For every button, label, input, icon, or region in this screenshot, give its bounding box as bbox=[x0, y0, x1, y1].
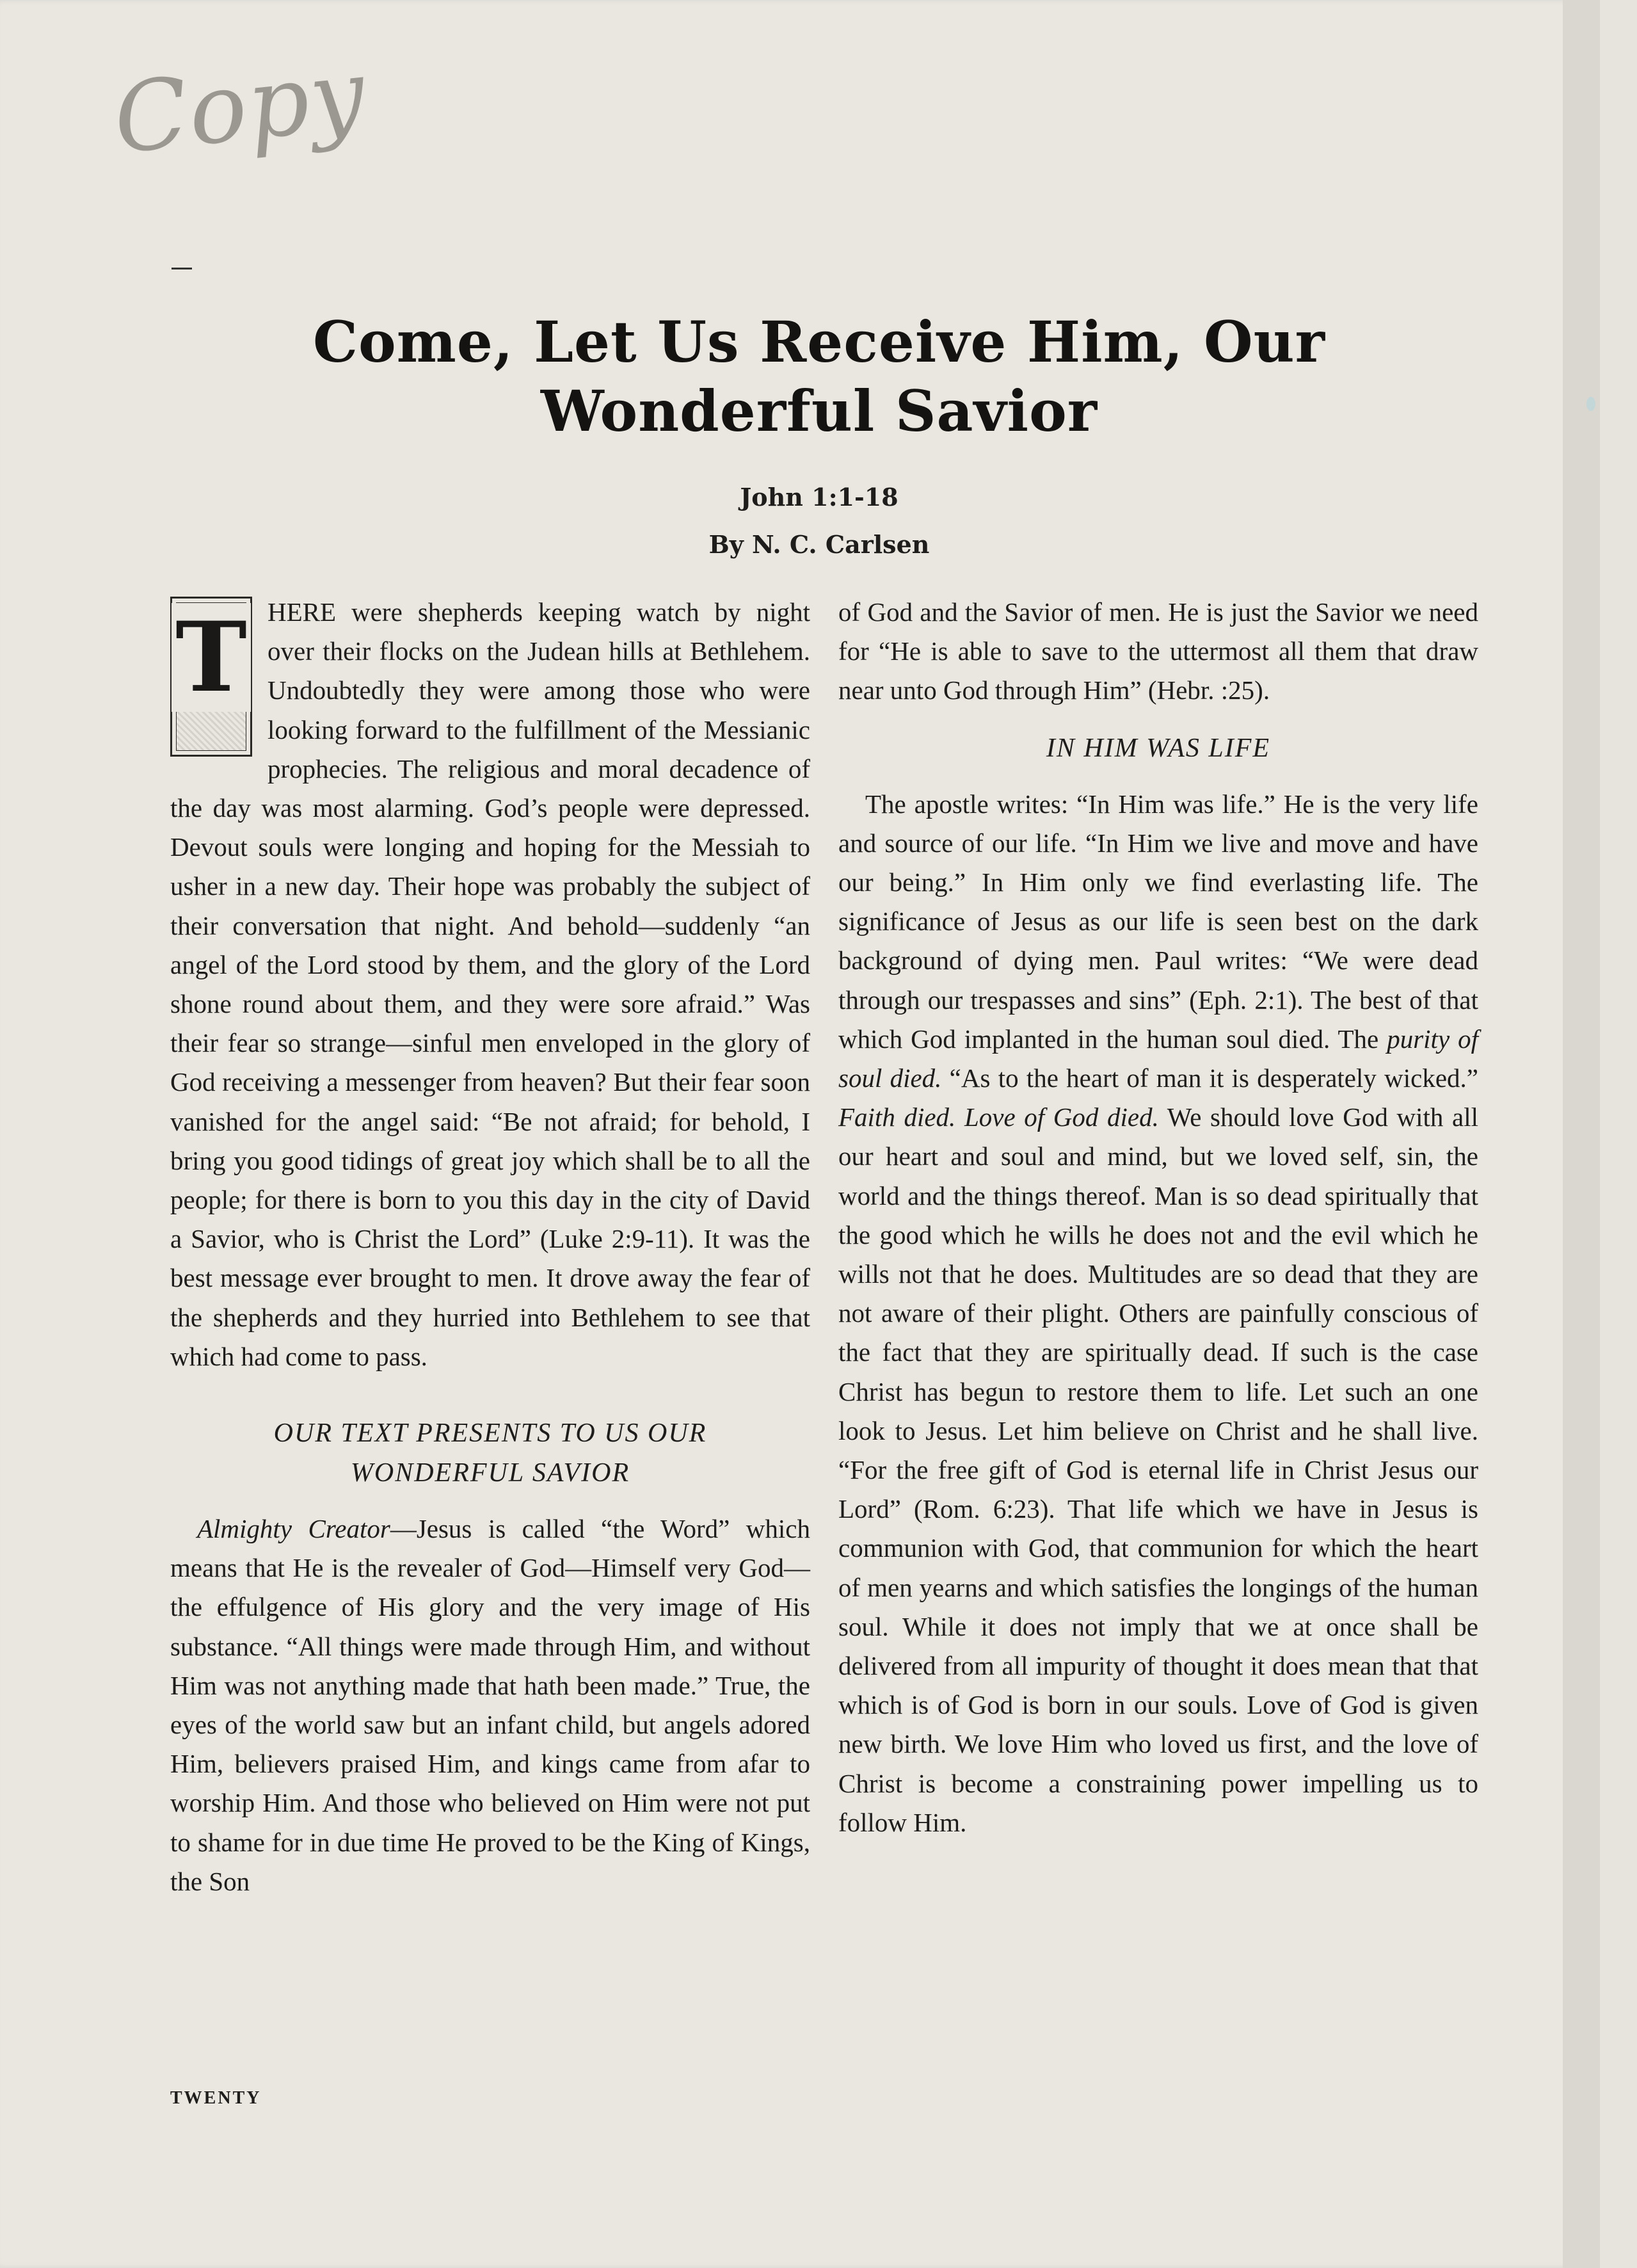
section-heading-wonderful-savior: OUR TEXT PRESENTS TO US OUR WONDERFUL SAVIOR bbox=[273, 1419, 707, 1488]
title-line-1: Come, Let Us Receive Him, Our bbox=[312, 309, 1326, 375]
page-number: TWENTY bbox=[170, 2088, 262, 2108]
life-text-b: “As to the heart of man it is desperately wicked.” bbox=[941, 1063, 1478, 1093]
right-column bbox=[838, 593, 1478, 1842]
paper-stain bbox=[1586, 397, 1595, 411]
margin-mark bbox=[172, 268, 192, 269]
left-column bbox=[170, 593, 810, 1901]
life-text-a: The apostle writes: “In Him was life.” He is the very life and source of our life. “In Him we live and move and have our being.” In Him only we find everlasting life. The significance of Jesus as our life is seen best on the dark background of dying men. Paul writes: “We were dead through our trespasses and sins” (Eph. 2:1). The best of that which God implanted in the human soul died. The bbox=[838, 789, 1478, 1054]
life-paragraph bbox=[838, 785, 1478, 1842]
drop-cap-letter: T bbox=[172, 603, 251, 712]
intro-paragraph-text: HERE were shepherds keeping watch by night over their flocks on the Judean hills at Bethlehem. Undoubtedly they were among those who were looking forward to the fulfillment of the Messianic prophecies. The religious and moral decadence of the day was most alarming. God’s people were depressed. Devout souls were longing and hoping for the Messiah to usher in a new day. Their hope was probably the subject of their conversation that night. And behold—suddenly “an angel of the Lord stood by them, and the glory of the Lord shone round about them, and they were sore afraid.” Was their fear so strange—sinful men enveloped in the glory of God receiving a messenger from heaven? But their fear soon vanished for the angel said: “Be not afraid; for behold, I bring you good tidings of great joy which shall be to all the people; for there is born to you this day in the city of David a Savior, who is Christ the Lord” (Luke 2:9-11). It was the best message ever brought to men. It drove away the fear of the shepherds and they hurried into Bethlehem to see that which had come to pass. bbox=[170, 597, 810, 1371]
life-text-c: We should love God with all our heart and soul and mind, but we loved self, sin, the world and the things thereof. Man is so dead spiritually that the good which he wills he does not and the evil which he wills not that he does. Multitudes are so dead that they are not aware of their plight. Others are painfully conscious of the fact that they are spiritually dead. If such is the case Christ has begun to restore them to life. Let such an one look to Jesus. Let him believe on Christ and he shall live. “For the free gift of God is eternal life in Christ Jesus our Lord” (Rom. 6:23). That life which we have in Jesus is communion with God, that communion for which the heart of men yearns and which satisfies the longings of the human soul. While it does not imply that we at once shall be delivered from all impurity of thought it does mean that that which is of God is born in our souls. Love of God is given new birth. We love Him who loved us first, and the love of Christ is become a constraining power impelling us to follow Him. bbox=[838, 1102, 1478, 1837]
continued-paragraph: of God and the Savior of men. He is just the Savior we need for “He is able to save to the uttermost all them that draw near unto God through Him” (Hebr. :25). bbox=[838, 597, 1478, 705]
handwritten-annotation: Copy bbox=[108, 38, 371, 176]
creator-paragraph bbox=[170, 1509, 810, 1901]
life-emphasis-1: purity of soul died. bbox=[838, 1024, 1478, 1093]
section-heading-in-him-was-life: IN HIM WAS LIFE bbox=[1046, 733, 1271, 763]
drop-cap-frame bbox=[176, 602, 246, 751]
scripture-reference: John 1:1-18 bbox=[740, 483, 898, 511]
page-edge bbox=[1563, 0, 1600, 2268]
article-title bbox=[192, 307, 1446, 446]
author-byline: By N. C. Carlsen bbox=[708, 530, 930, 559]
creator-text: —Jesus is called “the Word” which means that He is the revealer of God—Himself very God—the effulgence of His glory and the very image of His substance. “All things were made through Him, and without Him was not anything made that hath been made.” True, the eyes of the world saw but an infant child, but angels adored Him, believers praised Him, and kings came from afar to worship Him. And those who believed on Him were not put to shame for in due time He proved to be the King of Kings, the Son bbox=[170, 1514, 810, 1896]
drop-cap-ornament bbox=[170, 597, 252, 757]
intro-paragraph bbox=[170, 593, 810, 1376]
life-emphasis-2: Faith died. Love of God died. bbox=[838, 1102, 1159, 1132]
title-line-2: Wonderful Savior bbox=[540, 378, 1098, 444]
creator-lead: Almighty Creator bbox=[197, 1514, 390, 1544]
